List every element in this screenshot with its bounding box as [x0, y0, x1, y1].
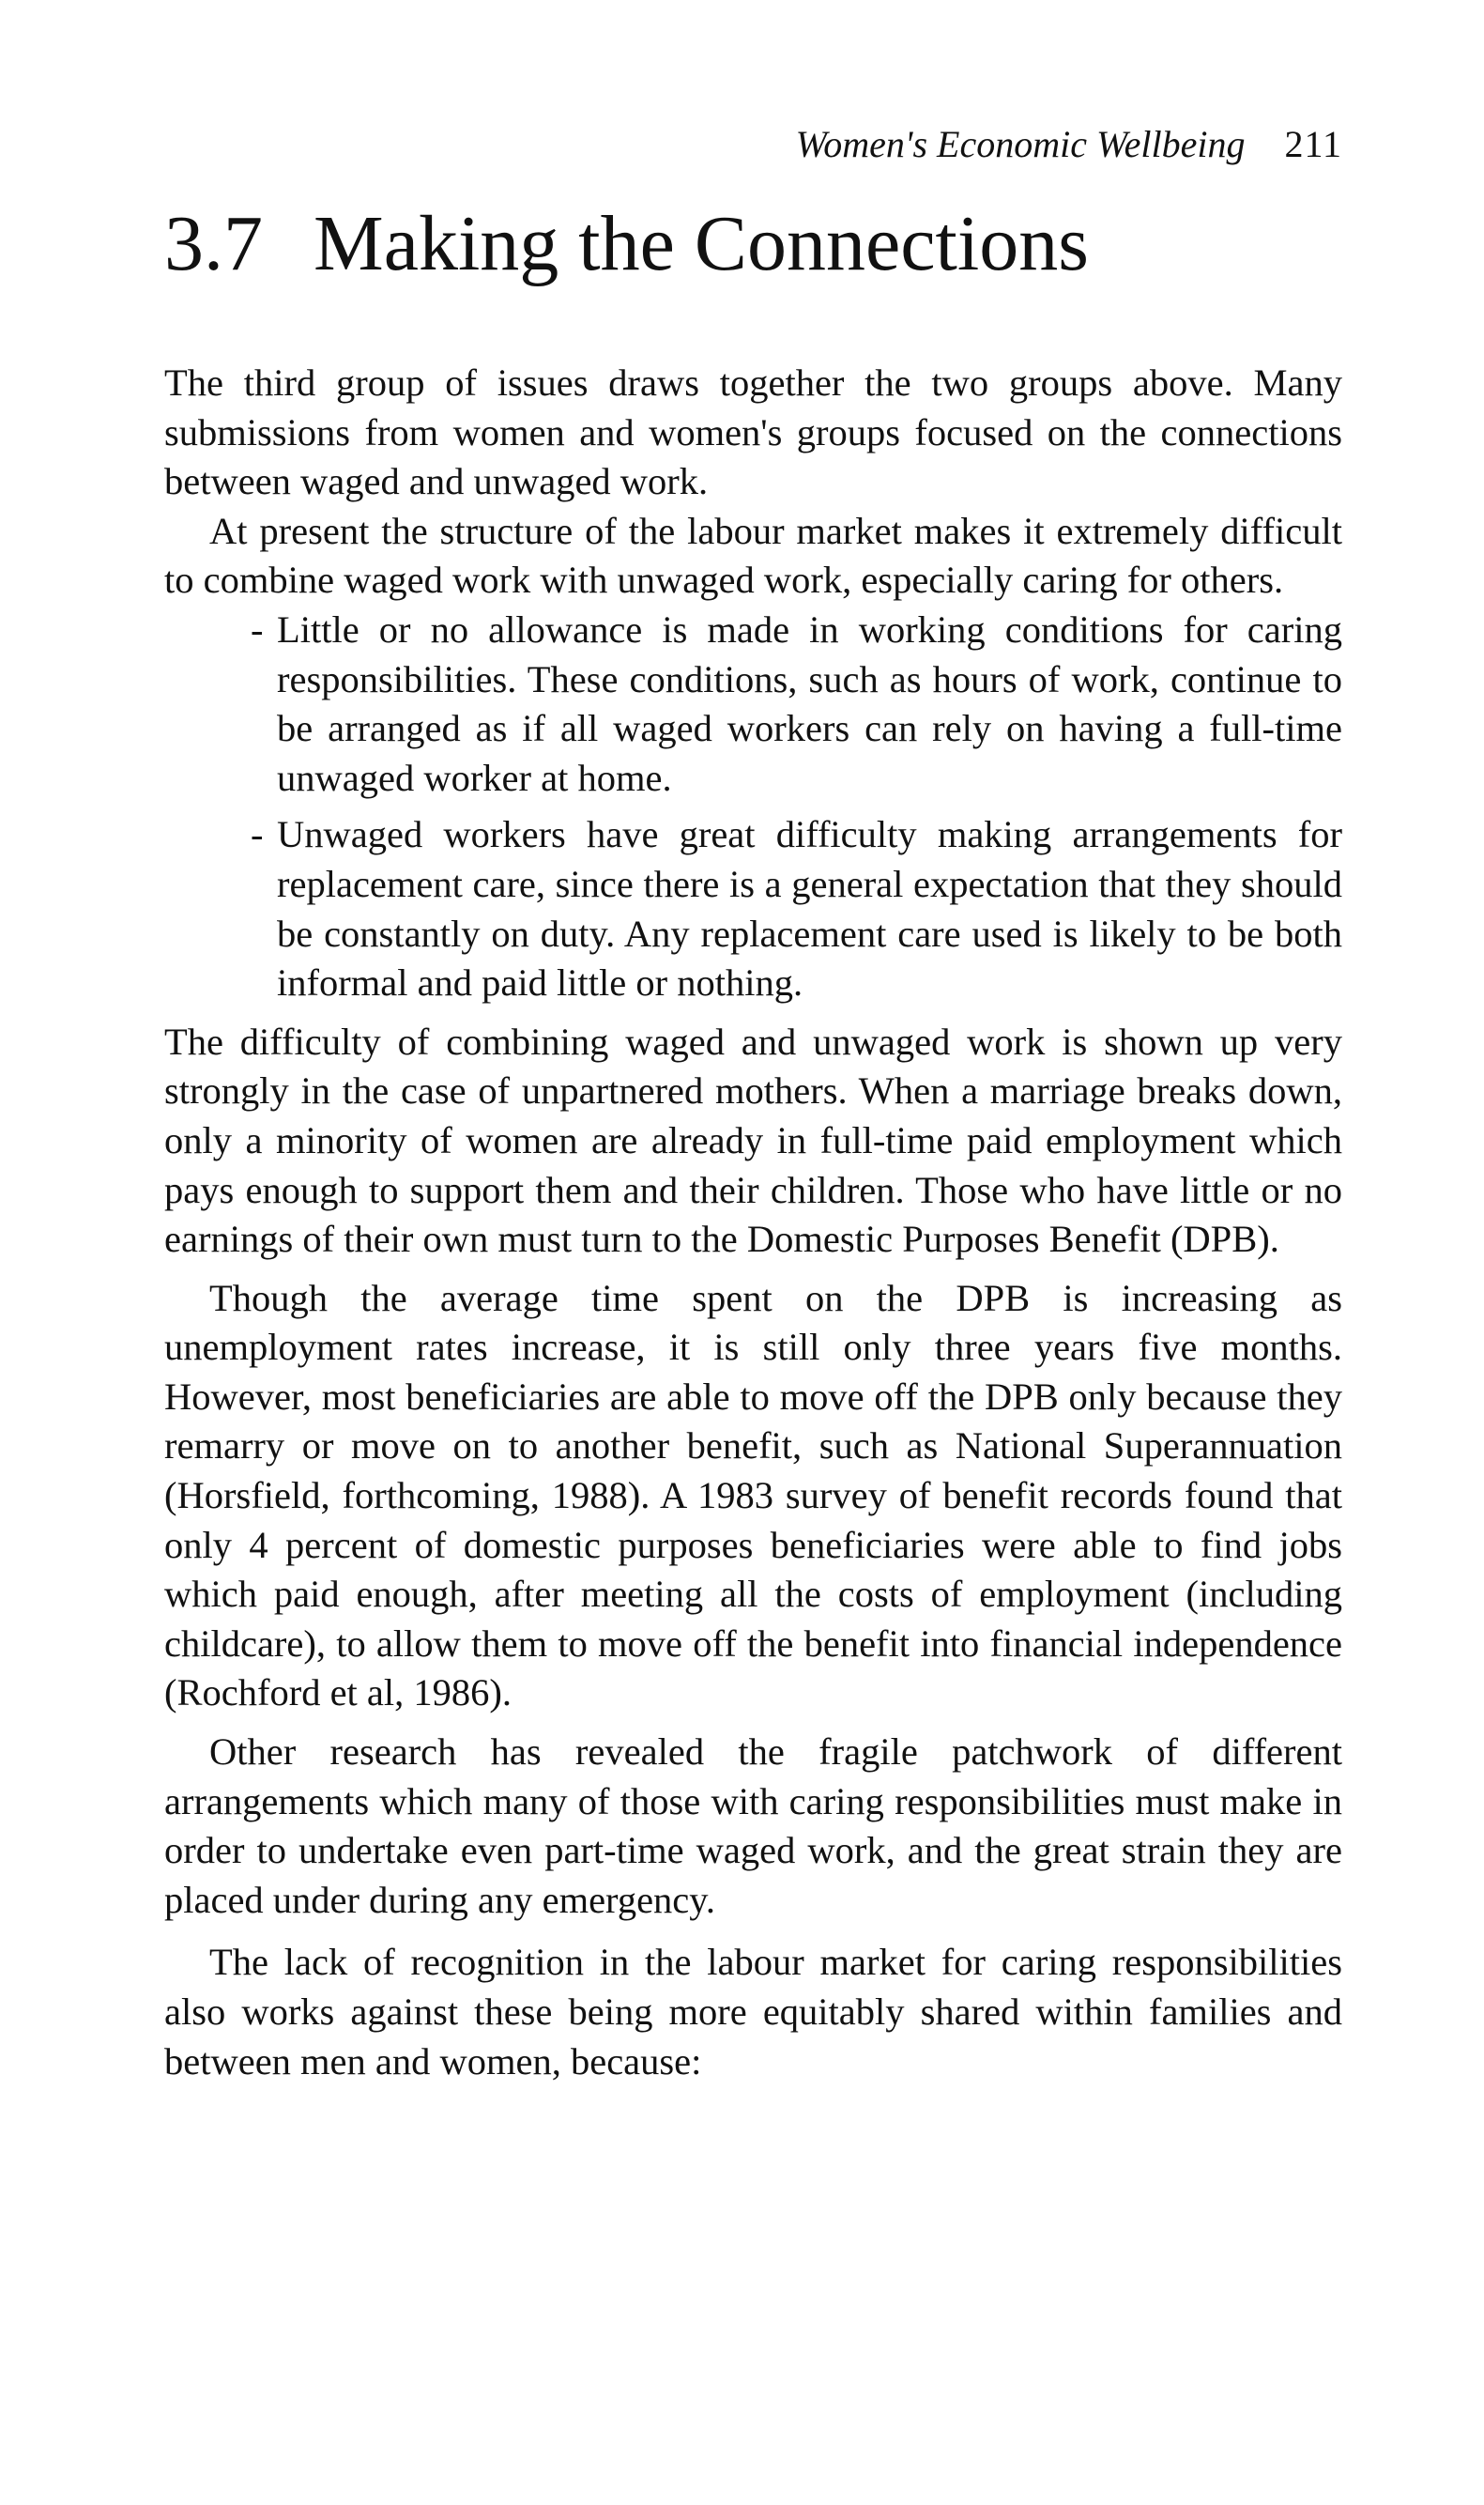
list-item-text: Unwaged workers have great difficulty making arrangements for replacement care, since there is a general expectation that they should be constantly on duty. Any replacement care used is likely to be both informal and paid little or nothing.: [277, 813, 1342, 1005]
book-page: [164, 122, 1342, 2086]
section-title: Making the Connections: [314, 200, 1089, 287]
running-header: [164, 122, 1342, 175]
list-item-text: Little or no allowance is made in working conditions for caring responsibilities. These conditions, such as hours of work, continue to be arranged as if all waged workers can rely on having a full-time unwaged worker at home.: [277, 607, 1342, 799]
paragraph-unpartnered-mothers: The difficulty of combining waged and unwaged work is shown up very strongly in the case of unpartnered mothers. When a marriage breaks down, only a minority of women are already in full-time paid employment which pays enough to support them and their children. Those who have little or no earnings of their own must turn to the Domestic Purposes Benefit (DPB).: [164, 1020, 1342, 1261]
paragraph-intro: The third group of issues draws together the two groups above. Many submissions from women and women's groups focused on the connections between waged and unwaged work.: [164, 361, 1342, 503]
dash-marker: -: [251, 813, 264, 856]
body-text: [164, 359, 1342, 2086]
paragraph-lack-of-recognition: The lack of recognition in the labour market for caring responsibilities also works against these being more equitably shared within families and between men and women, because:: [164, 1941, 1342, 2082]
dash-marker: -: [251, 607, 264, 651]
list-item: [251, 606, 1342, 803]
page-number: 211: [1284, 123, 1342, 165]
paragraph-labour-market: At present the structure of the labour market makes it extremely difficult to combine waged work with unwaged work, especially caring for others.: [164, 509, 1342, 602]
section-number: 3.7: [164, 200, 263, 287]
list-item: [251, 810, 1342, 1007]
paragraph-other-research: Other research has revealed the fragile patchwork of different arrangements which many of those with caring responsibilities must make in order to undertake even part-time waged work, and the great strain they are placed under during any emergency.: [164, 1730, 1342, 1921]
section-heading: [164, 199, 1342, 359]
dash-list: [164, 606, 1342, 1008]
paragraph-dpb: Though the average time spent on the DPB is increasing as unemployment rates increase, it is still only three years five months. However, most beneficiaries are able to move off the DPB only because they remarry or move on to another benefit, such as National Superannuation (Horsfield, forthcoming, 1988). A 1983 survey of benefit records found that only 4 percent of domestic purposes beneficiaries were able to find jobs which paid enough, after meeting all the costs of employment (including childcare), to allow them to move off the benefit into financial independence (Rochford et al, 1986).: [164, 1276, 1342, 1714]
running-title: Women's Economic Wellbeing: [795, 123, 1246, 165]
